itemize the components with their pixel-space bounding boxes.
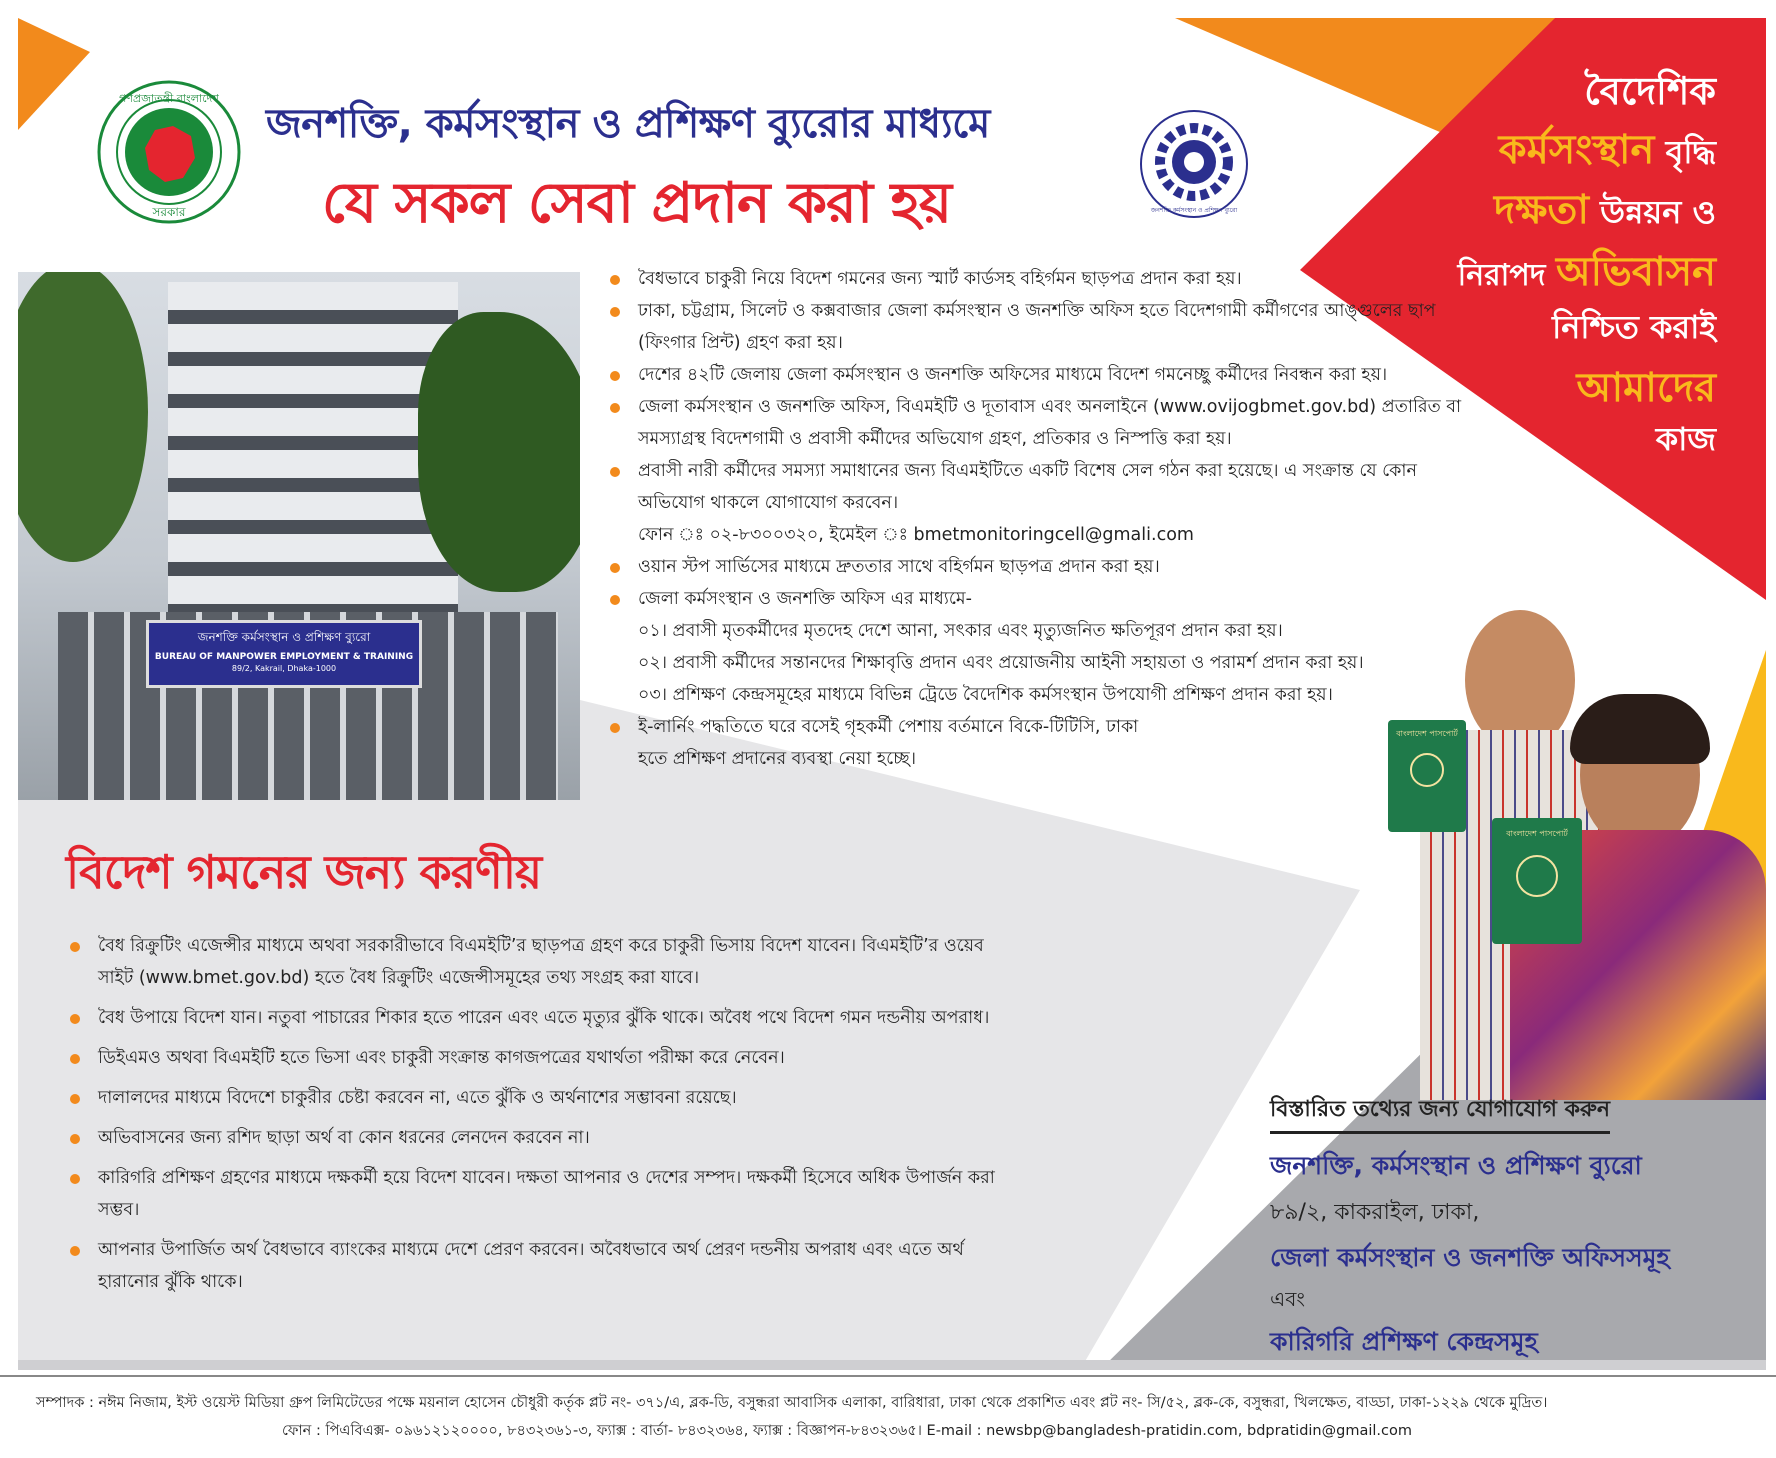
passport-right [1492, 818, 1582, 944]
slogan-development: উন্নয়ন ও [1589, 193, 1716, 231]
sign-english: BUREAU OF MANPOWER EMPLOYMENT & TRAINING [154, 652, 414, 662]
service-item: বৈধভাবে চাকুরী নিয়ে বিদেশ গমনের জন্য স্মার্ট কার্ডসহ বহির্গমন ছাড়পত্র প্রদান করা হয়। [608, 263, 1478, 295]
contact-district: জেলা কর্মসংস্থান ও জনশক্তি অফিসসমূহ [1270, 1243, 1670, 1272]
header-line1: জনশক্তি, কর্মসংস্থান ও প্রশিক্ষণ ব্যুরোর মাধ্যমে [266, 101, 990, 147]
service-numbered: ০১। প্রবাসী মৃতকর্মীদের মৃতদেহ দেশে আনা, সৎকার এবং মৃত্যুজনিত ক্ষতিপূরণ প্রদান করা হয়। [638, 621, 1283, 641]
contact-and: এবং [1270, 1287, 1305, 1311]
bmet-logo-text: জনশক্তি কর্মসংস্থান ও প্রশিক্ষণ ব্যুরো [1150, 207, 1238, 214]
slogan-line6: আমাদের [1576, 365, 1716, 411]
service-item: জেলা কর্মসংস্থান ও জনশক্তি অফিস এর মাধ্যমে- [608, 583, 1478, 615]
slogan-line2 [1499, 118, 1716, 185]
top-left-orange-triangle [18, 18, 90, 130]
passport-left-emblem [1410, 753, 1444, 787]
contact-org: জনশক্তি, কর্মসংস্থান ও প্রশিক্ষণ ব্যুরো [1270, 1151, 1642, 1180]
passport-left-text: বাংলাদেশ পাসপোর্ট [1396, 729, 1458, 738]
travel-item: বৈধ রিক্রুটিং এজেন্সীর মাধ্যমে অথবা সরকারীভাবে বিএমইটি’র ছাড়পত্র গ্রহণ করে চাকুরী ভিসায় বিদেশ যাবেন। বিএমইটি’র ওয়েব সাইট (www.bmet.gov.bd) হতে বৈধ রিক্রুটিং এজেন্সীসমূহের তথ্য সংগ্রহ করা যাবে। [68, 930, 1018, 994]
travel-item: ডিইএমও অথবা বিএমইটি হতে ভিসা এবং চাকুরী সংক্রান্ত কাগজপত্রের যথার্থতা পরীক্ষা করে নেবেন। [68, 1042, 1018, 1074]
service-item: ওয়ান স্টপ সার্ভিসের মাধ্যমে দ্রুততার সাথে বহির্গমন ছাড়পত্র প্রদান করা হয়। [608, 551, 1478, 583]
passport-right-emblem [1516, 855, 1558, 897]
footer-divider [0, 1375, 1776, 1377]
service-item: জেলা কর্মসংস্থান ও জনশক্তি অফিস, বিএমইটি ও দূতাবাস এবং অনলাইনে (www.ovijogbmet.gov.bd) প্রতারিত বা সমস্যাগ্রস্থ বিদেশগামী ও প্রবাসী কর্মীদের অভিযোগ গ্রহণ, প্রতিকার ও নিস্পত্তি করা হয়। [608, 391, 1478, 455]
palm-tree-right [418, 312, 580, 592]
slogan-line5: নিশ্চিত করাই [1552, 308, 1716, 346]
service-numbered: ০২। প্রবাসী কর্মীদের সন্তানদের শিক্ষাবৃত্তি প্রদান এবং প্রয়োজনীয় আইনী সহায়তা ও পরামর্শ প্রদান করা হয়। [638, 653, 1364, 673]
travel-heading: বিদেশ গমনের জন্য করণীয় [66, 845, 542, 899]
travel-item: কারিগরি প্রশিক্ষণ গ্রহণের মাধ্যমে দক্ষকর্মী হয়ে বিদেশ যাবেন। দক্ষতা আপনার ও দেশের সম্পদ। দক্ষকর্মী হিসেবে অধিক উপার্জন করা সম্ভব। [68, 1162, 1018, 1226]
seal-bottom-text: সরকার [152, 205, 186, 219]
bmet-building-photo [18, 272, 580, 800]
slogan-migration: অভিবাসন [1555, 249, 1716, 295]
service-item: দেশের ৪২টি জেলায় জেলা কর্মসংস্থান ও জনশক্তি অফিসের মাধ্যমে বিদেশ গমনেচ্ছু কর্মীদের নিবন্ধন করা হয়। [608, 359, 1478, 391]
passport-left [1388, 720, 1466, 832]
slogan-line3 [1494, 178, 1716, 245]
contact-heading: বিস্তারিত তথ্যের জন্য যোগাযোগ করুন [1270, 1092, 1610, 1134]
seal-top-text: গণপ্রজাতন্ত্রী বাংলাদেশ [119, 92, 219, 105]
slogan-growth: বৃদ্ধি [1654, 133, 1716, 171]
travel-item: আপনার উপার্জিত অর্থ বৈধভাবে ব্যাংকের মাধ্যমে দেশে প্রেরণ করবেন। অবৈধভাবে অর্থ প্রেরণ দন্ডনীয় অপরাধ এবং এতে অর্থ হারানোর ঝুঁকি থাকে। [68, 1234, 1018, 1298]
travel-item: বৈধ উপায়ে বিদেশ যান। নতুবা পাচারের শিকার হতে পারেন এবং এতে মৃত্যুর ঝুঁকি থাকে। অবৈধ পথে বিদেশ গমন দন্ডনীয় অপরাধ। [68, 1002, 1018, 1034]
service-item: ই-লার্নিং পদ্ধতিতে ঘরে বসেই গৃহকর্মী পেশায় বর্তমানে বিকে-টিটিসি, ঢাকা হতে প্রশিক্ষণ প্রদানের ব্যবস্থা নেয়া হচ্ছে। [608, 711, 1168, 775]
contact-address: ৮৯/২, কাকরাইল, ঢাকা, [1270, 1200, 1480, 1225]
slogan-line7: কাজ [1655, 420, 1716, 458]
slogan-line4 [1458, 240, 1716, 307]
contact-training: কারিগরি প্রশিক্ষণ কেন্দ্রসমূহ [1270, 1327, 1538, 1356]
header-line2: যে সকল সেবা প্রদান করা হয় [322, 171, 951, 236]
couple-photo [1340, 590, 1766, 1100]
woman-hair [1570, 694, 1710, 764]
service-item: ঢাকা, চট্টগ্রাম, সিলেট ও কক্সবাজার জেলা কর্মসংস্থান ও জনশক্তি অফিস হতে বিদেশগামী কর্মীগণের আঙ্গুলের ছাপ (ফিংগার প্রিন্ট) গ্রহণ করা হয়। [608, 295, 1478, 359]
slogan-employment: কর্মসংস্থান [1498, 127, 1655, 173]
footer-line1: সম্পাদক : নঈম নিজাম, ইস্ট ওয়েস্ট মিডিয়া গ্রুপ লিমিটেডের পক্ষে ময়নাল হোসেন চৌধুরী কর্তৃক প্লট নং- ৩৭১/এ, ব্লক-ডি, বসুন্ধরা আবাসিক এলাকা, বারিধারা, ঢাকা থেকে প্রকাশিত এবং প্লট নং- সি/৫২, ব্লক-কে, বসুন্ধরা, খিলক্ষেত, বাড্ডা, ঢাকা-১২২৯ থেকে মুদ্রিত। [36, 1395, 1548, 1411]
sign-address: 89/2, Kakrail, Dhaka-1000 [231, 664, 337, 673]
building-signboard [146, 620, 422, 688]
govt-seal-logo [95, 78, 243, 226]
service-numbered: ০৩। প্রশিক্ষণ কেন্দ্রসমূহের মাধ্যমে বিভিন্ন ট্রেডে বৈদেশিক কর্মসংস্থান উপযোগী প্রশিক্ষণ প্রদান করা হয়। [638, 685, 1333, 705]
tree-left [18, 272, 148, 562]
service-item: প্রবাসী নারী কর্মীদের সমস্যা সমাধানের জন্য বিএমইটিতে একটি বিশেষ সেল গঠন করা হয়েছে। এ সংক্রান্ত যে কোন অভিযোগ থাকলে যোগাযোগ করবেন। [608, 455, 1478, 519]
slogan-safe: নিরাপদ [1457, 258, 1556, 293]
bmet-logo [1138, 108, 1250, 220]
service-contact: ফোন ঃ ০২-৮৩০০৩২০, ইমেইল ঃ bmetmonitoringcell@gmali.com [638, 525, 1194, 545]
travel-item: অভিবাসনের জন্য রশিদ ছাড়া অর্থ বা কোন ধরনের লেনদেন করবেন না। [68, 1122, 1018, 1154]
slogan-skill: দক্ষতা [1493, 187, 1590, 233]
sign-bangla: জনশক্তি কর্মসংস্থান ও প্রশিক্ষণ ব্যুরো [197, 630, 371, 644]
passport-right-text: বাংলাদেশ পাসপোর্ট [1506, 829, 1568, 838]
footer-line2: ফোন : পিএবিএক্স- ০৯৬১২১২০০০০, ৮৪৩২৩৬১-৩, ফ্যাক্স : বার্তা- ৮৪৩২৩৬৪, ফ্যাক্স : বিজ্ঞাপন-৮৪৩২৩৬৫। E-mail : newsbp@bangladesh-pratidin.com, bdpratidin@gmail.com [282, 1423, 1412, 1439]
slogan-line1: বৈদেশিক [1584, 69, 1716, 113]
contact-block [1270, 1092, 1760, 1365]
travel-list [68, 930, 1018, 1298]
travel-item: দালালদের মাধ্যমে বিদেশে চাকুরীর চেষ্টা করবেন না, এতে ঝুঁকি ও অর্থনাশের সম্ভাবনা রয়েছে। [68, 1082, 1018, 1114]
slogan-block [1296, 62, 1716, 462]
